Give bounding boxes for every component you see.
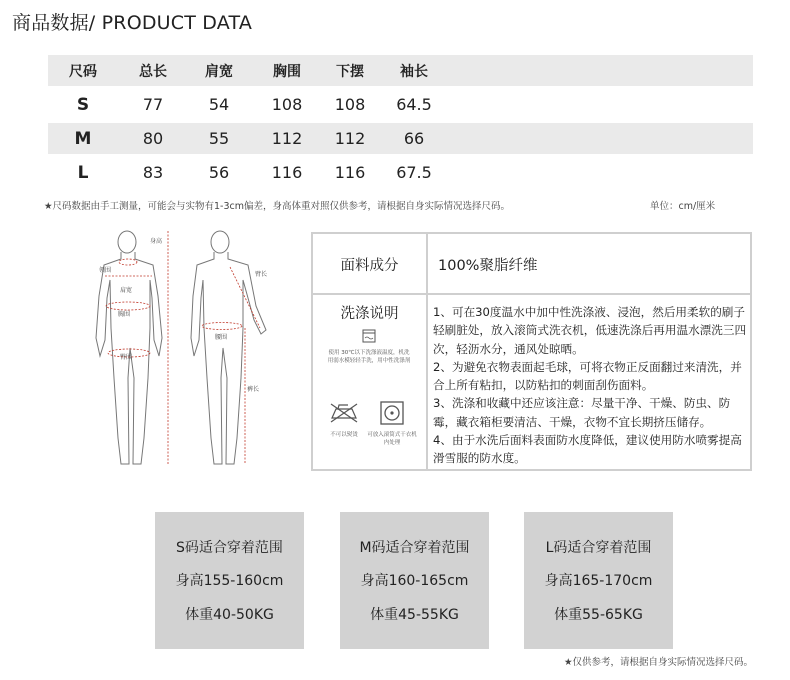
row-m-length: 80 xyxy=(142,129,164,148)
no-iron-care xyxy=(319,400,369,440)
row-l-sleeve: 67.5 xyxy=(396,163,432,182)
label-leg: 裤长 xyxy=(247,386,260,393)
no-iron-icon xyxy=(326,400,362,426)
label-arm: 臂长 xyxy=(255,271,268,278)
divider xyxy=(313,293,750,295)
label-height: 身高 xyxy=(150,238,163,245)
wash-label: 洗涤说明 xyxy=(340,306,399,322)
fit-box-m xyxy=(340,512,489,649)
wash-instructions xyxy=(433,303,751,468)
unit-note: 单位：cm/厘米 xyxy=(650,201,716,212)
header-chest: 胸围 xyxy=(273,63,301,80)
fit-l-weight: 体重55-65KG xyxy=(554,607,643,623)
row-s-sleeve: 64.5 xyxy=(396,95,432,114)
header-shoulder: 肩宽 xyxy=(205,63,233,80)
row-l-size: L xyxy=(77,162,89,183)
measurement-figure xyxy=(90,228,305,473)
size-table-header xyxy=(48,55,753,86)
fit-l-height: 身高165-170cm xyxy=(544,573,653,589)
table-row xyxy=(48,157,753,188)
fit-m-weight: 体重45-55KG xyxy=(370,607,459,623)
row-l-chest: 116 xyxy=(271,163,303,182)
row-s-hem: 108 xyxy=(334,95,366,114)
wash-instruction-3: 3、洗涤和收藏中还应该注意：尽量干净、干燥、防虫、防霉，藏衣箱柜要清洁、干燥，衣物不宜长期挤压储存。 xyxy=(433,396,731,429)
machine-wash-caption: 使用 30℃以下洗涤液温度，机洗用弱水模轻轻手洗，用中性洗涤剂 xyxy=(327,350,411,364)
row-m-sleeve: 66 xyxy=(403,129,425,148)
no-iron-caption: 不可以熨烫 xyxy=(330,432,358,438)
label-neck: 领围 xyxy=(99,267,112,274)
fabric-label: 面料成分 xyxy=(340,258,399,274)
machine-wash-care xyxy=(327,328,411,365)
divider xyxy=(426,234,428,469)
fit-box-s xyxy=(155,512,304,649)
tumble-dry-icon xyxy=(379,400,405,426)
fabric-wash-info-box xyxy=(311,232,752,471)
row-s-chest: 108 xyxy=(271,95,303,114)
fit-s-weight: 体重40-50KG xyxy=(185,607,274,623)
row-m-size: M xyxy=(74,128,92,149)
row-l-length: 83 xyxy=(142,163,164,182)
fit-box-l xyxy=(524,512,673,649)
fit-m-height: 身高160-165cm xyxy=(360,573,469,589)
row-l-hem: 116 xyxy=(334,163,366,182)
fit-l-title: L码适合穿着范围 xyxy=(545,540,652,556)
label-waist: 腰围 xyxy=(215,334,228,341)
reference-note: ★仅供参考，请根据自身实际情况选择尺码。 xyxy=(564,657,754,668)
row-m-shoulder: 55 xyxy=(208,129,230,148)
size-table xyxy=(48,55,753,188)
label-chest: 胸围 xyxy=(118,311,131,318)
row-l-shoulder: 56 xyxy=(208,163,230,182)
row-m-chest: 112 xyxy=(271,129,303,148)
measurement-note: ★尺码数据由手工测量，可能会与实物有1-3cm偏差，身高体重对照仅供参考，请根据自身实际情况选择尺码。 xyxy=(44,201,511,212)
fabric-value: 100%聚脂纤维 xyxy=(438,258,538,274)
fit-s-height: 身高155-160cm xyxy=(175,573,284,589)
header-length: 总长 xyxy=(139,63,167,80)
body-outline-figure xyxy=(90,228,305,473)
table-row xyxy=(48,123,753,154)
header-size: 尺码 xyxy=(69,63,97,80)
label-hip: 臀围 xyxy=(120,354,133,361)
row-s-size: S xyxy=(76,94,90,115)
fit-m-title: M码适合穿着范围 xyxy=(359,540,470,556)
row-s-length: 77 xyxy=(142,95,164,114)
fit-s-title: S码适合穿着范围 xyxy=(176,540,283,556)
wash-instruction-1: 1、可在30度温水中加中性洗涤液、浸泡，然后用柔软的刷子轻刷脏处，放入滚筒式洗衣机，低速洗涤后再用温水漂洗三四次，轻沥水分，通风处晾晒。 xyxy=(433,305,747,356)
page-title: 商品数据/ PRODUCT DATA xyxy=(12,12,253,34)
table-row xyxy=(48,89,753,120)
header-hem: 下摆 xyxy=(336,63,364,80)
tumble-dry-care xyxy=(367,400,417,447)
tumble-dry-caption: 可放入滚筒式干衣机内处理 xyxy=(367,432,417,446)
row-m-hem: 112 xyxy=(334,129,366,148)
wash-instruction-2: 2、为避免衣物表面起毛球，可将衣物正反面翻过来清洗，并合上所有粘扣，以防粘扣的刺面刮伤面料。 xyxy=(433,359,742,393)
wash-instruction-4: 4、由于水洗后面料表面防水度降低，建议使用防水喷雾提高滑雪服的防水度。 xyxy=(433,433,742,466)
label-shoulder: 肩宽 xyxy=(120,287,133,294)
row-s-shoulder: 54 xyxy=(208,95,230,114)
machine-wash-icon xyxy=(362,329,376,343)
header-sleeve: 袖长 xyxy=(400,63,428,80)
